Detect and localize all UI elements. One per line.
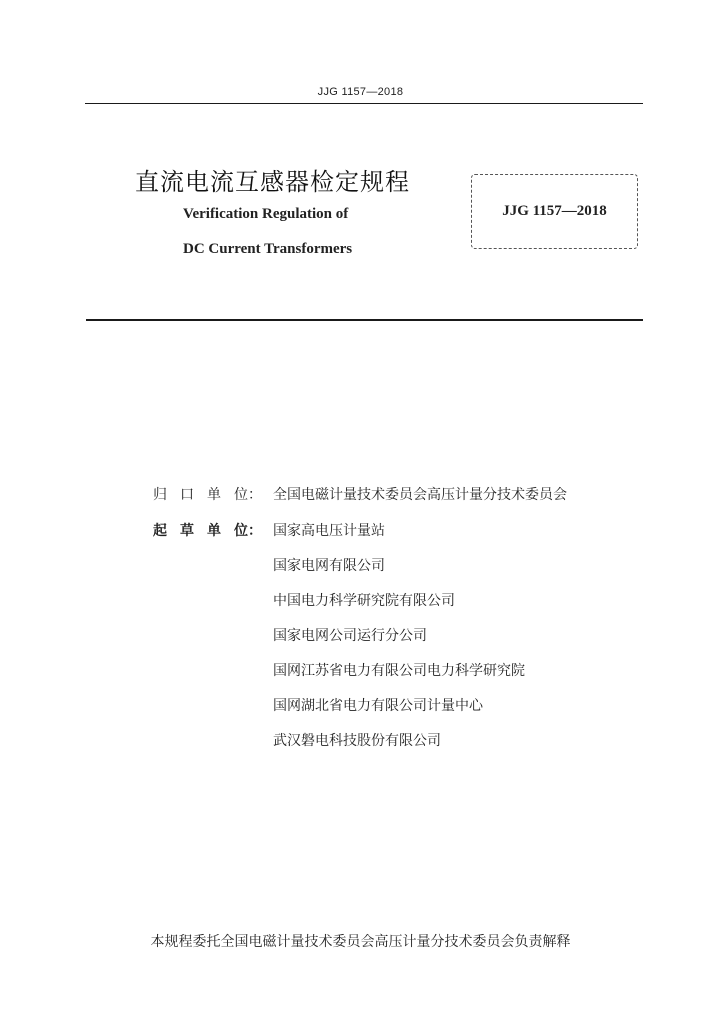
title-chinese: 直流电流互感器检定规程 [135,168,410,196]
drafting-unit: 武汉磐电科技股份有限公司 [273,733,441,749]
standard-code: JJG 1157—2018 [502,203,607,219]
interpretation-note: 本规程委托全国电磁计量技术委员会高压计量分技术委员会负责解释 [150,934,571,950]
header-rule [85,103,643,104]
standard-code-box [471,174,638,249]
drafting-unit-label: 起 草 单 位： [153,523,262,539]
responsible-unit-label: 归 口 单 位： [153,487,262,503]
responsible-unit: 全国电磁计量技术委员会高压计量分技术委员会 [273,487,567,503]
running-header: JJG 1157—2018 [317,86,404,98]
title-english-line2: DC Current Transformers [183,241,353,257]
drafting-unit: 国家电网公司运行分公司 [273,628,427,644]
drafting-unit: 国家高电压计量站 [273,523,385,539]
drafting-unit: 中国电力科学研究院有限公司 [273,593,455,609]
drafting-unit: 国网湖北省电力有限公司计量中心 [273,698,483,714]
title-rule [86,319,643,321]
title-english-line1: Verification Regulation of [183,206,349,222]
drafting-unit: 国网江苏省电力有限公司电力科学研究院 [273,663,525,679]
drafting-unit: 国家电网有限公司 [273,558,385,574]
